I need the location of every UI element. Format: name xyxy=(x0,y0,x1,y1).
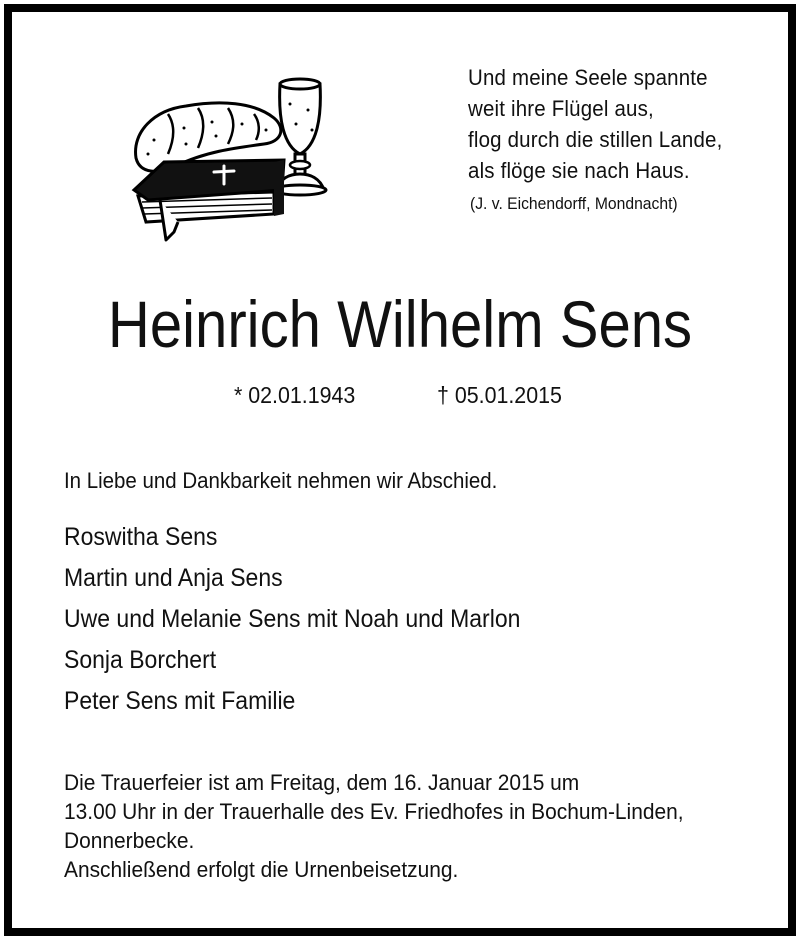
poem-quote xyxy=(468,62,778,214)
obituary-notice xyxy=(4,4,796,936)
life-dates xyxy=(12,382,788,412)
mourners-list xyxy=(64,517,560,722)
service-line: 13.00 Uhr in der Trauerhalle des Ev. Friedhofes in Bochum-Linden, xyxy=(64,799,684,824)
poem-source: (J. v. Eichendorff, Mondnacht) xyxy=(470,195,678,213)
poem-line: Und meine Seele spannte xyxy=(468,65,708,90)
service-line: Anschließend erfolgt die Urnenbeisetzung. xyxy=(64,857,459,882)
funeral-service-info xyxy=(64,768,784,884)
bread-chalice-bible-illustration xyxy=(124,70,344,242)
mourner-name: Martin und Anja Sens xyxy=(64,564,283,592)
mourner-name: Sonja Borchert xyxy=(64,646,217,674)
birth-date: * 02.01.1943 xyxy=(234,382,356,408)
poem-line: als flöge sie nach Haus. xyxy=(468,158,690,183)
farewell-text: In Liebe und Dankbarkeit nehmen wir Abschied. xyxy=(64,468,498,493)
poem-line: flog durch die stillen Lande, xyxy=(468,127,723,152)
mourner-name: Peter Sens mit Familie xyxy=(64,687,296,715)
poem-line: weit ihre Flügel aus, xyxy=(468,96,654,121)
death-date: † 05.01.2015 xyxy=(437,382,562,408)
mourner-name: Uwe und Melanie Sens mit Noah und Marlon xyxy=(64,605,521,633)
mourner-name: Roswitha Sens xyxy=(64,523,218,551)
bible-icon xyxy=(134,160,284,240)
service-line: Donnerbecke. xyxy=(64,828,195,853)
deceased-name: Heinrich Wilhelm Sens xyxy=(107,287,693,361)
service-line: Die Trauerfeier ist am Freitag, dem 16. Januar 2015 um xyxy=(64,770,580,795)
